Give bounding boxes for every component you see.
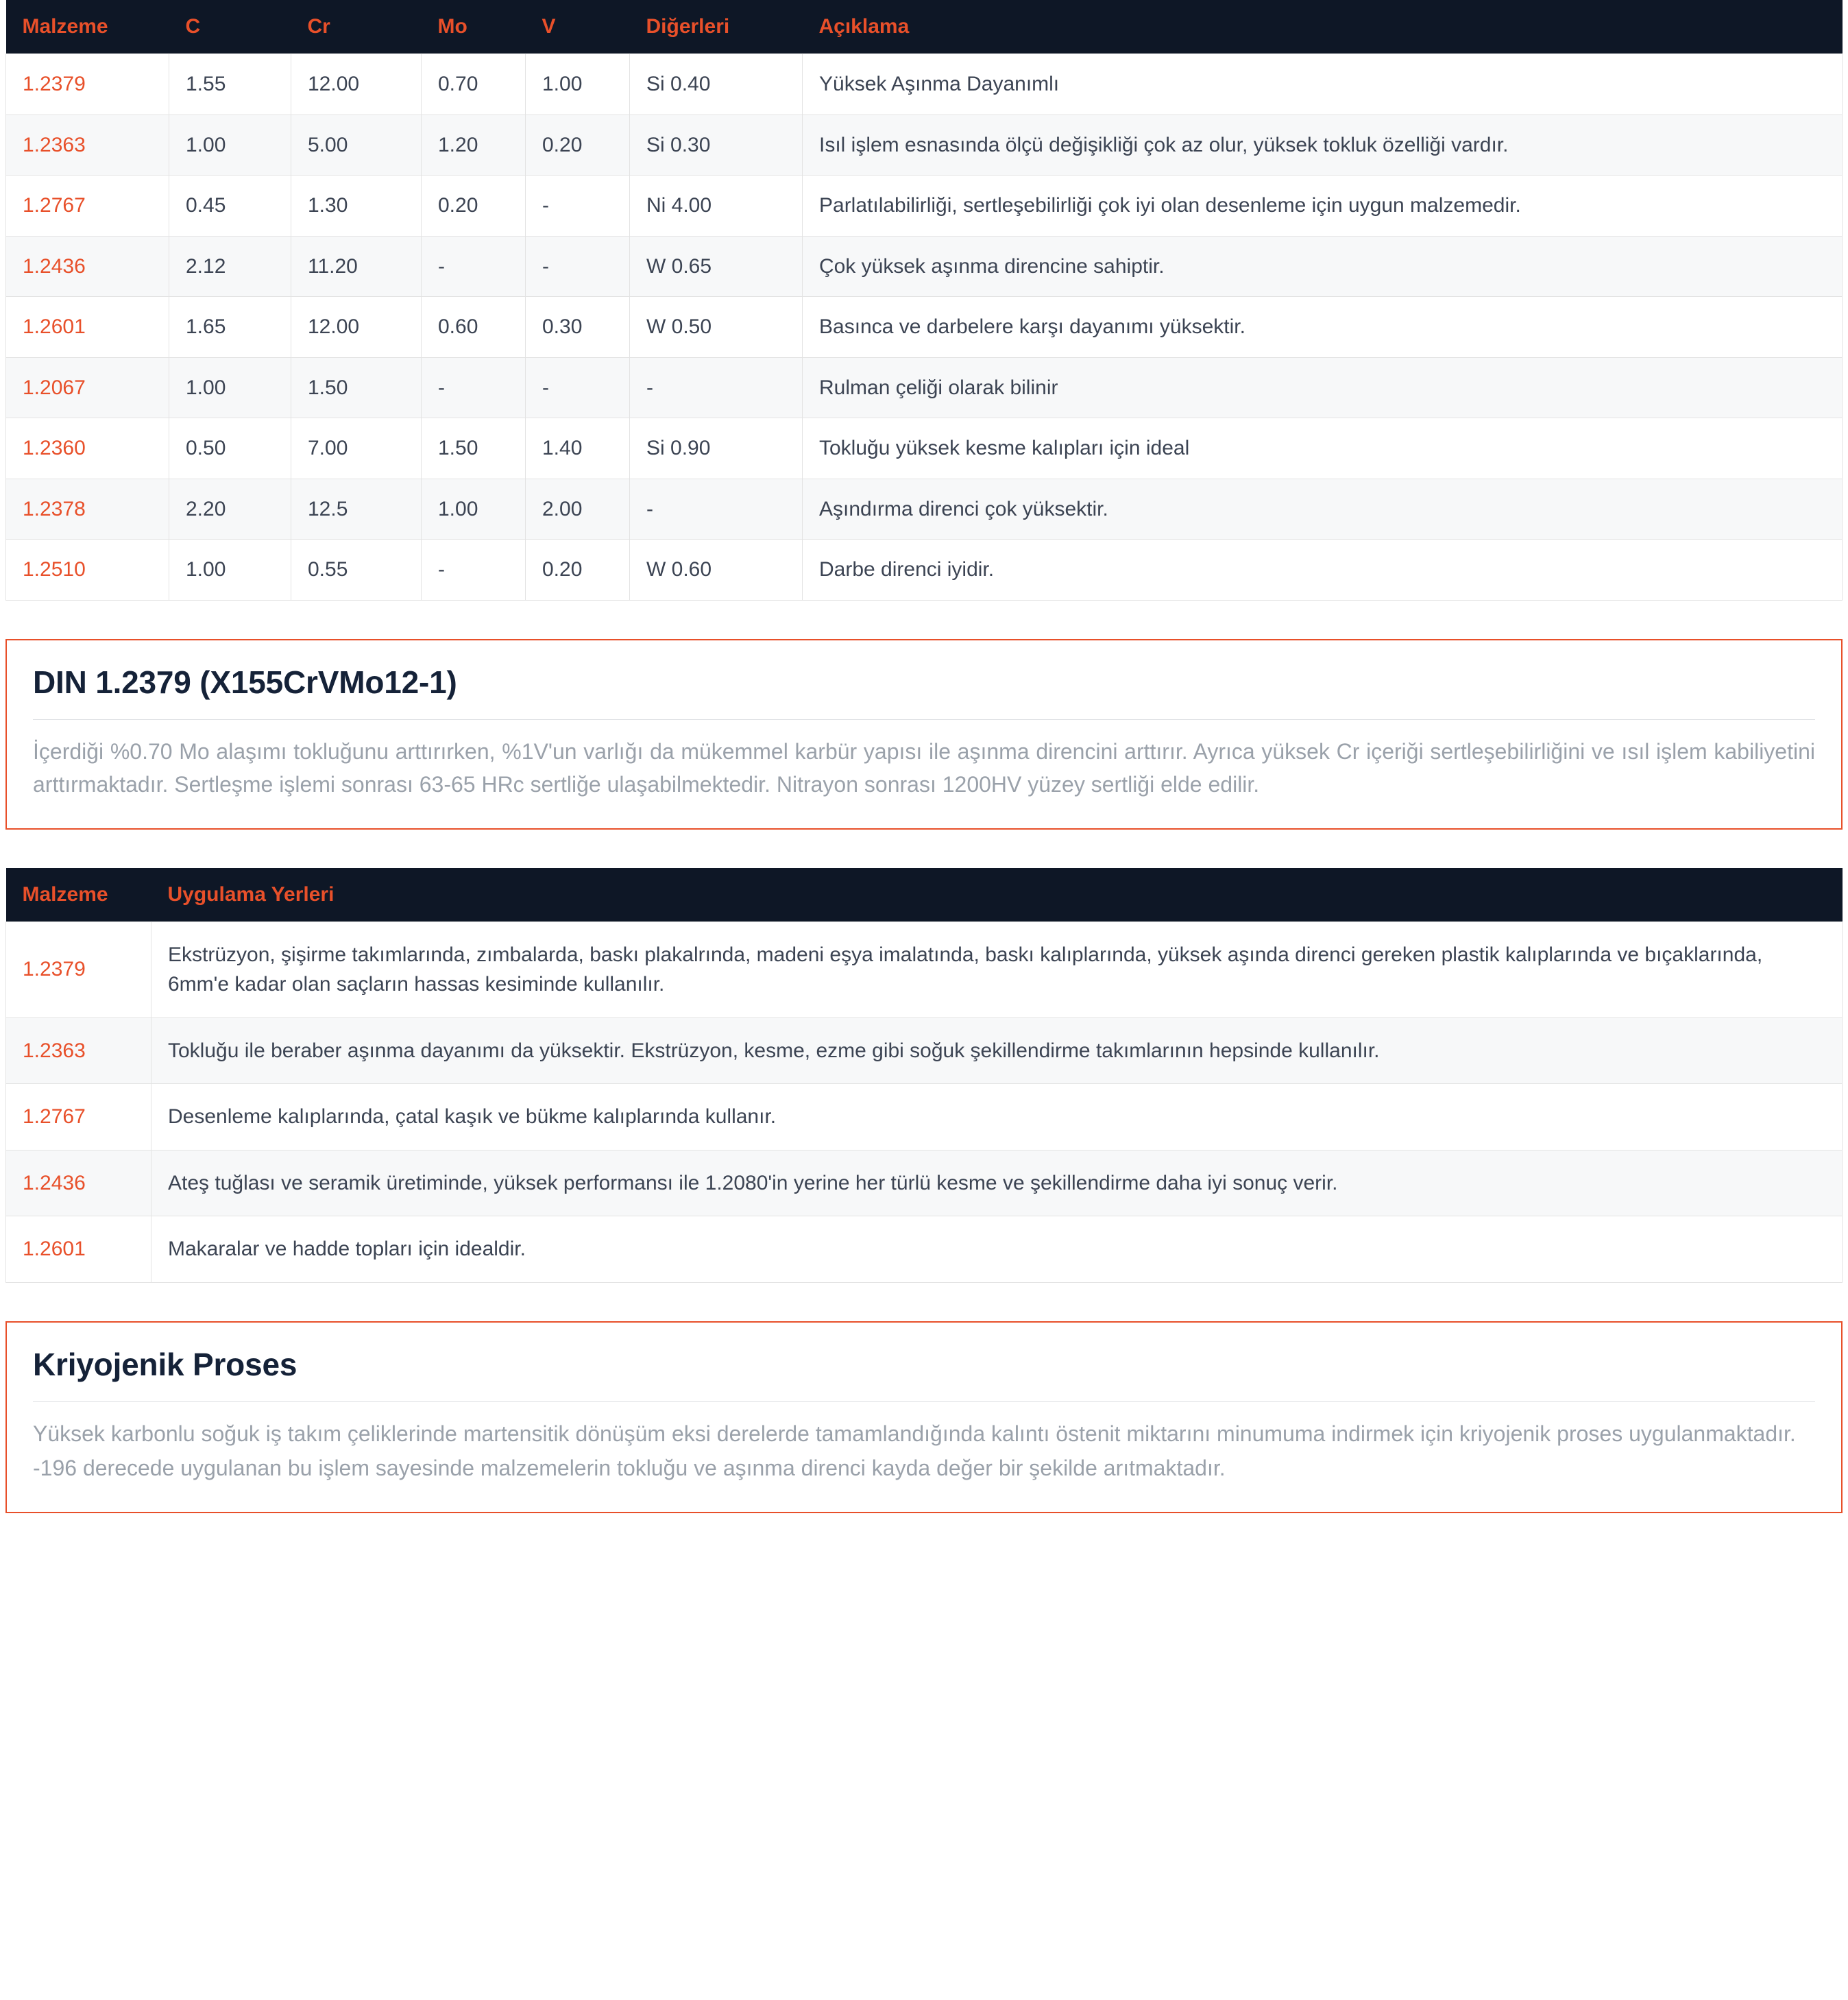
divider bbox=[33, 719, 1815, 720]
cell-aciklama: Çok yüksek aşınma direncine sahiptir. bbox=[803, 236, 1843, 297]
cell-mo: 0.70 bbox=[422, 54, 526, 115]
cell-c: 1.55 bbox=[169, 54, 291, 115]
composition-table bbox=[5, 0, 1843, 601]
din-info-box-paragraph: İçerdiği %0.70 Mo alaşımı tokluğunu arttırırken, %1V'un varlığı da mükemmel karbür yapısı ile aşınma direncini arttırır. Ayrıca yüksek Cr içeriği sertleşebilirliğini ve ısıl işlem kabiliyetini arttırmaktadır. Sertleşme işlemi sonrası 63-65 HRc sertliğe ulaşabilmektedir. Nitrayon sonrası 1200HV yüzey sertliği elde edilir. bbox=[33, 738, 1815, 797]
cell-mo: 0.20 bbox=[422, 176, 526, 237]
cell-malzeme: 1.2767 bbox=[6, 1084, 151, 1150]
cell-cr: 12.5 bbox=[291, 479, 422, 540]
column-header-malzeme: Malzeme bbox=[6, 0, 169, 54]
cell-aciklama: Yüksek Aşınma Dayanımlı bbox=[803, 54, 1843, 115]
cell-digerleri: - bbox=[630, 357, 803, 418]
cell-cr: 0.55 bbox=[291, 540, 422, 601]
cell-malzeme: 1.2601 bbox=[6, 297, 169, 358]
cell-aciklama: Rulman çeliği olarak bilinir bbox=[803, 357, 1843, 418]
cell-malzeme: 1.2363 bbox=[6, 115, 169, 176]
table-row bbox=[6, 54, 1843, 115]
cell-uygulama: Desenleme kalıplarında, çatal kaşık ve bükme kalıplarında kullanır. bbox=[151, 1084, 1843, 1150]
cell-cr: 11.20 bbox=[291, 236, 422, 297]
cell-malzeme: 1.2601 bbox=[6, 1216, 151, 1283]
cell-uygulama: Ateş tuğlası ve seramik üretiminde, yüksek performansı ile 1.2080'in yerine her türlü kesme ve şekillendirme daha iyi sonuç verir. bbox=[151, 1150, 1843, 1216]
composition-table-head bbox=[6, 0, 1843, 54]
cell-cr: 1.50 bbox=[291, 357, 422, 418]
column-header-mo: Mo bbox=[422, 0, 526, 54]
cell-v: - bbox=[526, 357, 630, 418]
cell-v: - bbox=[526, 236, 630, 297]
cell-v: 0.20 bbox=[526, 115, 630, 176]
cell-v: 0.30 bbox=[526, 297, 630, 358]
column-header-aciklama: Açıklama bbox=[803, 0, 1843, 54]
cell-digerleri: W 0.60 bbox=[630, 540, 803, 601]
column-header-cr: Cr bbox=[291, 0, 422, 54]
cell-malzeme: 1.2436 bbox=[6, 1150, 151, 1216]
cell-mo: 1.20 bbox=[422, 115, 526, 176]
usage-table-head bbox=[6, 868, 1843, 922]
cell-c: 1.00 bbox=[169, 540, 291, 601]
divider bbox=[33, 1401, 1815, 1402]
table-row bbox=[6, 297, 1843, 358]
cell-c: 1.00 bbox=[169, 115, 291, 176]
cell-malzeme: 1.2436 bbox=[6, 236, 169, 297]
cell-malzeme: 1.2363 bbox=[6, 1017, 151, 1084]
cell-digerleri: W 0.50 bbox=[630, 297, 803, 358]
cell-cr: 7.00 bbox=[291, 418, 422, 479]
cell-v: - bbox=[526, 176, 630, 237]
cell-aciklama: Aşındırma direnci çok yüksektir. bbox=[803, 479, 1843, 540]
cell-c: 2.20 bbox=[169, 479, 291, 540]
table-row bbox=[6, 1084, 1843, 1150]
cell-mo: 0.60 bbox=[422, 297, 526, 358]
usage-table bbox=[5, 868, 1843, 1283]
cell-uygulama: Ekstrüzyon, şişirme takımlarında, zımbalarda, baskı plakalrında, madeni eşya imalatında, baskı kalıplarında, yüksek aşında direnci gereken plastik kalıplarında ve bıçaklarında, 6mm'e kadar olan saçların hassas kesiminde kullanılır. bbox=[151, 921, 1843, 1017]
spacer bbox=[5, 830, 1843, 868]
cell-c: 0.50 bbox=[169, 418, 291, 479]
cell-malzeme: 1.2379 bbox=[6, 921, 151, 1017]
table-row bbox=[6, 540, 1843, 601]
column-header-c: C bbox=[169, 0, 291, 54]
cell-malzeme: 1.2067 bbox=[6, 357, 169, 418]
cell-digerleri: - bbox=[630, 479, 803, 540]
kriyojenik-paragraph-2: -196 derecede uygulanan bu işlem sayesinde malzemelerin tokluğu ve aşınma direnci kayda değer bir şekilde arıtmaktadır. bbox=[33, 1455, 1226, 1480]
table-row bbox=[6, 1150, 1843, 1216]
cell-c: 2.12 bbox=[169, 236, 291, 297]
cell-malzeme: 1.2510 bbox=[6, 540, 169, 601]
cell-c: 1.65 bbox=[169, 297, 291, 358]
cell-uygulama: Tokluğu ile beraber aşınma dayanımı da yüksektir. Ekstrüzyon, kesme, ezme gibi soğuk şekillendirme takımlarının hepsinde kullanılır. bbox=[151, 1017, 1843, 1084]
cell-v: 1.00 bbox=[526, 54, 630, 115]
cell-cr: 12.00 bbox=[291, 54, 422, 115]
cell-uygulama: Makaralar ve hadde topları için idealdir. bbox=[151, 1216, 1843, 1283]
composition-table-body bbox=[6, 54, 1843, 601]
din-info-box-title: DIN 1.2379 (X155CrVMo12-1) bbox=[33, 664, 457, 700]
cell-v: 1.40 bbox=[526, 418, 630, 479]
cell-mo: - bbox=[422, 357, 526, 418]
cell-malzeme: 1.2767 bbox=[6, 176, 169, 237]
din-info-box bbox=[5, 639, 1843, 830]
table-row bbox=[6, 418, 1843, 479]
cell-mo: - bbox=[422, 540, 526, 601]
cell-digerleri: Si 0.40 bbox=[630, 54, 803, 115]
column-header-uygulama-yerleri: Uygulama Yerleri bbox=[151, 868, 1843, 922]
cell-cr: 1.30 bbox=[291, 176, 422, 237]
table-row bbox=[6, 921, 1843, 1017]
table-row bbox=[6, 1216, 1843, 1283]
table-row bbox=[6, 176, 1843, 237]
cell-cr: 12.00 bbox=[291, 297, 422, 358]
column-header-digerleri: Diğerleri bbox=[630, 0, 803, 54]
table-row bbox=[6, 357, 1843, 418]
cell-aciklama: Isıl işlem esnasında ölçü değişikliği çok az olur, yüksek tokluk özelliği vardır. bbox=[803, 115, 1843, 176]
kriyojenik-info-box bbox=[5, 1321, 1843, 1513]
table-row bbox=[6, 479, 1843, 540]
cell-v: 0.20 bbox=[526, 540, 630, 601]
table-row bbox=[6, 1017, 1843, 1084]
cell-v: 2.00 bbox=[526, 479, 630, 540]
cell-aciklama: Tokluğu yüksek kesme kalıpları için ideal bbox=[803, 418, 1843, 479]
cell-digerleri: Si 0.90 bbox=[630, 418, 803, 479]
table-header-row bbox=[6, 0, 1843, 54]
cell-malzeme: 1.2378 bbox=[6, 479, 169, 540]
cell-digerleri: Ni 4.00 bbox=[630, 176, 803, 237]
column-header-v: V bbox=[526, 0, 630, 54]
cell-aciklama: Darbe direnci iyidir. bbox=[803, 540, 1843, 601]
table-header-row bbox=[6, 868, 1843, 922]
cell-aciklama: Basınca ve darbelere karşı dayanımı yüksektir. bbox=[803, 297, 1843, 358]
cell-malzeme: 1.2379 bbox=[6, 54, 169, 115]
column-header-malzeme: Malzeme bbox=[6, 868, 151, 922]
cell-aciklama: Parlatılabilirliği, sertleşebilirliği çok iyi olan desenleme için uygun malzemedir. bbox=[803, 176, 1843, 237]
cell-c: 1.00 bbox=[169, 357, 291, 418]
usage-table-body bbox=[6, 921, 1843, 1282]
kriyojenik-info-box-title: Kriyojenik Proses bbox=[33, 1346, 297, 1382]
cell-digerleri: W 0.65 bbox=[630, 236, 803, 297]
cell-malzeme: 1.2360 bbox=[6, 418, 169, 479]
kriyojenik-paragraph-1: Yüksek karbonlu soğuk iş takım çeliklerinde martensitik dönüşüm eksi derelerde tamamlandığında kalıntı östenit miktarını minumuma indirmek için kriyojenik proses uygulanmaktadır. bbox=[33, 1421, 1796, 1446]
cell-mo: - bbox=[422, 236, 526, 297]
cell-mo: 1.00 bbox=[422, 479, 526, 540]
cell-c: 0.45 bbox=[169, 176, 291, 237]
table-row bbox=[6, 115, 1843, 176]
cell-mo: 1.50 bbox=[422, 418, 526, 479]
cell-digerleri: Si 0.30 bbox=[630, 115, 803, 176]
cell-cr: 5.00 bbox=[291, 115, 422, 176]
table-row bbox=[6, 236, 1843, 297]
